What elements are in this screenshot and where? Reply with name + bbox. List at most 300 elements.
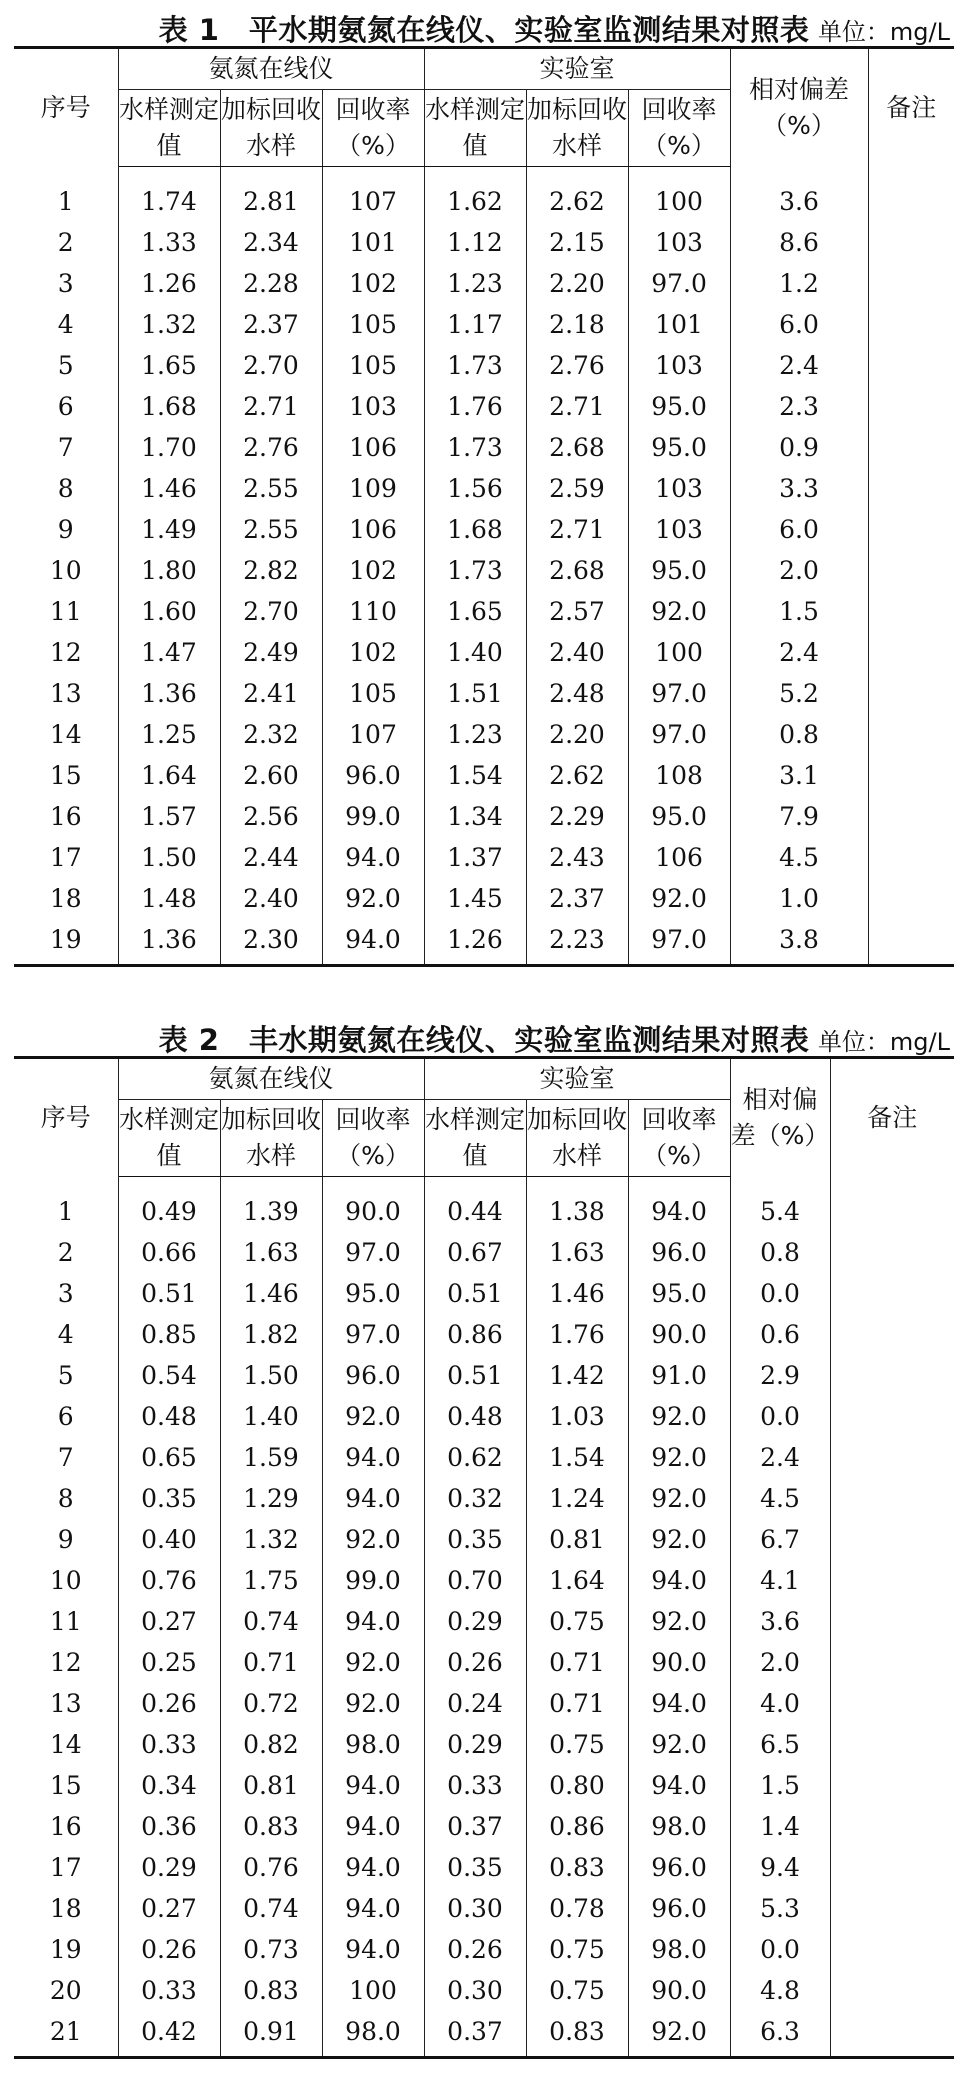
cell-lab-sample: 1.65: [424, 591, 526, 632]
table-row: [14, 1355, 954, 1396]
cell-online-recovery: 94.0: [322, 1478, 424, 1519]
cell-online-recovery: 106: [322, 427, 424, 468]
cell-seq: 5: [14, 1355, 118, 1396]
cell-lab-sample: 1.17: [424, 304, 526, 345]
cell-seq: 7: [14, 1437, 118, 1478]
cell-seq: 5: [14, 345, 118, 386]
cell-online-recovery: 101: [322, 222, 424, 263]
cell-lab-spiked: 2.76: [526, 345, 628, 386]
cell-lab-sample: 0.37: [424, 1806, 526, 1847]
cell-online-sample: 1.60: [118, 591, 220, 632]
cell-online-spiked: 1.82: [220, 1314, 322, 1355]
cell-seq: 3: [14, 1273, 118, 1314]
cell-remarks: [830, 1724, 954, 1765]
cell-lab-spiked: 2.29: [526, 796, 628, 837]
cell-lab-sample: 1.23: [424, 263, 526, 304]
cell-lab-recovery: 95.0: [628, 796, 730, 837]
table-row: [14, 2011, 954, 2058]
cell-deviation: 0.0: [730, 1396, 830, 1437]
table-2: [14, 1010, 954, 2059]
table-row: [14, 1519, 954, 1560]
cell-remarks: [830, 1806, 954, 1847]
cell-remarks: [830, 1601, 954, 1642]
table-row: [14, 796, 954, 837]
cell-online-recovery: 103: [322, 386, 424, 427]
table-row: [14, 509, 954, 550]
cell-online-sample: 0.51: [118, 1273, 220, 1314]
cell-online-sample: 0.49: [118, 1177, 220, 1233]
cell-lab-recovery: 94.0: [628, 1560, 730, 1601]
cell-online-sample: 1.32: [118, 304, 220, 345]
cell-lab-recovery: 103: [628, 222, 730, 263]
cell-online-spiked: 2.28: [220, 263, 322, 304]
cell-remarks: [868, 919, 954, 966]
cell-online-sample: 1.47: [118, 632, 220, 673]
cell-deviation: 2.4: [730, 345, 868, 386]
cell-lab-recovery: 108: [628, 755, 730, 796]
cell-online-recovery: 94.0: [322, 1437, 424, 1478]
cell-online-recovery: 94.0: [322, 1601, 424, 1642]
cell-seq: 13: [14, 673, 118, 714]
cell-lab-sample: 1.45: [424, 878, 526, 919]
cell-seq: 15: [14, 755, 118, 796]
cell-online-spiked: 0.72: [220, 1683, 322, 1724]
cell-deviation: 3.6: [730, 167, 868, 223]
cell-lab-spiked: 1.54: [526, 1437, 628, 1478]
header-online-spiked: 加标回收水样: [220, 1100, 322, 1177]
cell-deviation: 3.8: [730, 919, 868, 966]
cell-deviation: 1.0: [730, 878, 868, 919]
cell-deviation: 2.4: [730, 1437, 830, 1478]
cell-lab-spiked: 2.71: [526, 509, 628, 550]
table-row: [14, 1601, 954, 1642]
cell-lab-spiked: 0.75: [526, 1724, 628, 1765]
cell-lab-sample: 0.29: [424, 1724, 526, 1765]
cell-lab-spiked: 0.83: [526, 1847, 628, 1888]
header-online-recovery: 回收率（%）: [322, 90, 424, 167]
cell-lab-spiked: 2.40: [526, 632, 628, 673]
cell-deviation: 6.7: [730, 1519, 830, 1560]
cell-online-sample: 1.26: [118, 263, 220, 304]
header-remarks: 备注: [830, 1058, 954, 1177]
cell-remarks: [868, 878, 954, 919]
cell-lab-recovery: 103: [628, 509, 730, 550]
cell-seq: 11: [14, 591, 118, 632]
cell-deviation: 2.3: [730, 386, 868, 427]
cell-online-sample: 0.27: [118, 1601, 220, 1642]
cell-remarks: [868, 714, 954, 755]
cell-remarks: [868, 632, 954, 673]
cell-deviation: 1.5: [730, 591, 868, 632]
cell-online-recovery: 92.0: [322, 1683, 424, 1724]
cell-online-recovery: 94.0: [322, 1765, 424, 1806]
cell-lab-sample: 0.26: [424, 1642, 526, 1683]
cell-online-recovery: 98.0: [322, 1724, 424, 1765]
table-row: [14, 222, 954, 263]
table-row: [14, 1929, 954, 1970]
cell-lab-recovery: 103: [628, 345, 730, 386]
cell-seq: 7: [14, 427, 118, 468]
cell-lab-sample: 1.40: [424, 632, 526, 673]
cell-lab-sample: 1.51: [424, 673, 526, 714]
cell-lab-spiked: 2.68: [526, 550, 628, 591]
cell-remarks: [830, 1177, 954, 1233]
cell-online-spiked: 1.50: [220, 1355, 322, 1396]
cell-online-recovery: 96.0: [322, 755, 424, 796]
cell-online-spiked: 2.30: [220, 919, 322, 966]
cell-lab-sample: 0.37: [424, 2011, 526, 2058]
cell-seq: 2: [14, 222, 118, 263]
cell-lab-spiked: 0.83: [526, 2011, 628, 2058]
cell-lab-spiked: 2.20: [526, 263, 628, 304]
cell-lab-sample: 1.68: [424, 509, 526, 550]
cell-online-recovery: 95.0: [322, 1273, 424, 1314]
cell-remarks: [830, 1847, 954, 1888]
cell-seq: 9: [14, 1519, 118, 1560]
cell-deviation: 5.3: [730, 1888, 830, 1929]
cell-deviation: 0.6: [730, 1314, 830, 1355]
cell-lab-recovery: 92.0: [628, 878, 730, 919]
cell-online-recovery: 92.0: [322, 1396, 424, 1437]
cell-online-sample: 1.50: [118, 837, 220, 878]
cell-lab-recovery: 92.0: [628, 1437, 730, 1478]
cell-lab-sample: 1.56: [424, 468, 526, 509]
table-row: [14, 1478, 954, 1519]
cell-online-recovery: 94.0: [322, 1929, 424, 1970]
cell-lab-recovery: 98.0: [628, 1806, 730, 1847]
table-2-grid: [14, 1056, 954, 2059]
cell-deviation: 0.0: [730, 1929, 830, 1970]
cell-seq: 15: [14, 1765, 118, 1806]
header-online-spiked: 加标回收水样: [220, 90, 322, 167]
cell-seq: 14: [14, 714, 118, 755]
table-1-unit: 单位：mg/L: [817, 18, 950, 46]
cell-lab-sample: 0.86: [424, 1314, 526, 1355]
cell-lab-sample: 0.30: [424, 1970, 526, 2011]
cell-lab-sample: 1.12: [424, 222, 526, 263]
cell-lab-sample: 0.44: [424, 1177, 526, 1233]
cell-online-recovery: 90.0: [322, 1177, 424, 1233]
cell-online-spiked: 1.32: [220, 1519, 322, 1560]
cell-deviation: 6.5: [730, 1724, 830, 1765]
cell-online-spiked: 0.81: [220, 1765, 322, 1806]
cell-online-spiked: 0.83: [220, 1970, 322, 2011]
cell-online-recovery: 97.0: [322, 1232, 424, 1273]
cell-online-recovery: 106: [322, 509, 424, 550]
cell-lab-sample: 0.51: [424, 1355, 526, 1396]
table-row: [14, 304, 954, 345]
cell-seq: 14: [14, 1724, 118, 1765]
cell-deviation: 6.0: [730, 509, 868, 550]
cell-remarks: [830, 1683, 954, 1724]
cell-lab-spiked: 1.24: [526, 1478, 628, 1519]
cell-deviation: 2.0: [730, 550, 868, 591]
cell-lab-sample: 0.35: [424, 1519, 526, 1560]
cell-online-sample: 1.49: [118, 509, 220, 550]
cell-deviation: 0.0: [730, 1273, 830, 1314]
table-row: [14, 1683, 954, 1724]
cell-seq: 8: [14, 1478, 118, 1519]
cell-online-spiked: 0.74: [220, 1601, 322, 1642]
cell-lab-sample: 1.73: [424, 345, 526, 386]
cell-lab-spiked: 1.63: [526, 1232, 628, 1273]
cell-deviation: 4.5: [730, 1478, 830, 1519]
cell-lab-recovery: 92.0: [628, 1396, 730, 1437]
cell-seq: 9: [14, 509, 118, 550]
cell-online-sample: 0.25: [118, 1642, 220, 1683]
header-seq: 序号: [14, 48, 118, 167]
cell-online-sample: 0.26: [118, 1929, 220, 1970]
cell-lab-spiked: 0.75: [526, 1970, 628, 2011]
cell-remarks: [830, 1478, 954, 1519]
cell-seq: 17: [14, 1847, 118, 1888]
cell-lab-recovery: 95.0: [628, 550, 730, 591]
cell-online-spiked: 1.29: [220, 1478, 322, 1519]
cell-lab-spiked: 1.38: [526, 1177, 628, 1233]
cell-lab-recovery: 98.0: [628, 1929, 730, 1970]
cell-online-spiked: 2.34: [220, 222, 322, 263]
cell-lab-sample: 0.26: [424, 1929, 526, 1970]
cell-online-sample: 1.57: [118, 796, 220, 837]
cell-online-spiked: 2.70: [220, 345, 322, 386]
cell-lab-sample: 1.73: [424, 550, 526, 591]
table-row: [14, 919, 954, 966]
header-deviation: 相对偏差（%）: [730, 1058, 830, 1177]
cell-remarks: [868, 386, 954, 427]
cell-lab-sample: 0.32: [424, 1478, 526, 1519]
cell-lab-recovery: 94.0: [628, 1683, 730, 1724]
cell-deviation: 5.2: [730, 673, 868, 714]
table-row: [14, 673, 954, 714]
cell-online-recovery: 105: [322, 304, 424, 345]
cell-lab-recovery: 106: [628, 837, 730, 878]
cell-seq: 19: [14, 1929, 118, 1970]
cell-online-recovery: 107: [322, 167, 424, 223]
cell-online-recovery: 99.0: [322, 796, 424, 837]
cell-online-recovery: 110: [322, 591, 424, 632]
cell-online-sample: 0.33: [118, 1970, 220, 2011]
cell-lab-recovery: 95.0: [628, 1273, 730, 1314]
cell-online-recovery: 102: [322, 263, 424, 304]
cell-lab-spiked: 2.59: [526, 468, 628, 509]
cell-lab-spiked: 2.23: [526, 919, 628, 966]
cell-remarks: [868, 591, 954, 632]
table-row: [14, 1724, 954, 1765]
cell-remarks: [830, 1765, 954, 1806]
cell-lab-sample: 0.29: [424, 1601, 526, 1642]
cell-deviation: 4.0: [730, 1683, 830, 1724]
cell-seq: 19: [14, 919, 118, 966]
cell-online-spiked: 1.63: [220, 1232, 322, 1273]
cell-seq: 17: [14, 837, 118, 878]
cell-seq: 16: [14, 1806, 118, 1847]
cell-online-recovery: 109: [322, 468, 424, 509]
cell-online-spiked: 2.37: [220, 304, 322, 345]
cell-seq: 18: [14, 878, 118, 919]
cell-lab-sample: 1.37: [424, 837, 526, 878]
table-row: [14, 591, 954, 632]
cell-remarks: [868, 837, 954, 878]
cell-lab-sample: 0.33: [424, 1765, 526, 1806]
cell-online-sample: 1.46: [118, 468, 220, 509]
cell-online-recovery: 97.0: [322, 1314, 424, 1355]
table-row: [14, 468, 954, 509]
cell-online-sample: 0.48: [118, 1396, 220, 1437]
cell-lab-spiked: 0.71: [526, 1642, 628, 1683]
table-2-header: [14, 1058, 954, 1177]
cell-online-recovery: 107: [322, 714, 424, 755]
cell-lab-recovery: 97.0: [628, 263, 730, 304]
cell-online-recovery: 96.0: [322, 1355, 424, 1396]
table-1-caption: [14, 0, 954, 46]
cell-online-sample: 1.25: [118, 714, 220, 755]
header-lab-recovery: 回收率（%）: [628, 1100, 730, 1177]
cell-lab-recovery: 90.0: [628, 1642, 730, 1683]
table-row: [14, 167, 954, 223]
cell-remarks: [830, 1232, 954, 1273]
cell-deviation: 4.5: [730, 837, 868, 878]
cell-online-sample: 1.80: [118, 550, 220, 591]
cell-online-sample: 1.36: [118, 673, 220, 714]
cell-deviation: 1.5: [730, 1765, 830, 1806]
cell-lab-spiked: 2.37: [526, 878, 628, 919]
cell-online-sample: 1.65: [118, 345, 220, 386]
cell-online-spiked: 2.55: [220, 509, 322, 550]
cell-online-spiked: 2.49: [220, 632, 322, 673]
cell-online-spiked: 1.39: [220, 1177, 322, 1233]
cell-online-sample: 1.33: [118, 222, 220, 263]
table-2-body: [14, 1177, 954, 2058]
cell-deviation: 3.6: [730, 1601, 830, 1642]
cell-deviation: 2.9: [730, 1355, 830, 1396]
header-deviation: 相对偏差（%）: [730, 48, 868, 167]
cell-lab-recovery: 94.0: [628, 1765, 730, 1806]
cell-lab-spiked: 0.75: [526, 1929, 628, 1970]
cell-online-sample: 0.66: [118, 1232, 220, 1273]
table-2-unit: 单位：mg/L: [817, 1028, 950, 1056]
cell-deviation: 0.9: [730, 427, 868, 468]
header-online-recovery: 回收率（%）: [322, 1100, 424, 1177]
cell-remarks: [868, 263, 954, 304]
table-row: [14, 1314, 954, 1355]
table-row: [14, 1177, 954, 1233]
cell-lab-recovery: 92.0: [628, 1478, 730, 1519]
table-row: [14, 878, 954, 919]
cell-online-recovery: 92.0: [322, 1519, 424, 1560]
header-online-sample: 水样测定值: [118, 90, 220, 167]
table-1-header: [14, 48, 954, 167]
cell-online-recovery: 102: [322, 550, 424, 591]
cell-lab-spiked: 0.75: [526, 1601, 628, 1642]
table-row: [14, 1273, 954, 1314]
table-row: [14, 345, 954, 386]
table-row: [14, 1642, 954, 1683]
cell-lab-spiked: 2.68: [526, 427, 628, 468]
table-row: [14, 755, 954, 796]
cell-remarks: [830, 1437, 954, 1478]
cell-lab-recovery: 96.0: [628, 1232, 730, 1273]
cell-online-sample: 0.65: [118, 1437, 220, 1478]
cell-lab-spiked: 0.86: [526, 1806, 628, 1847]
table-1-body: [14, 167, 954, 966]
table-row: [14, 1396, 954, 1437]
table-row: [14, 1232, 954, 1273]
cell-lab-spiked: 0.71: [526, 1683, 628, 1724]
cell-online-spiked: 2.44: [220, 837, 322, 878]
cell-lab-spiked: 0.78: [526, 1888, 628, 1929]
cell-seq: 21: [14, 2011, 118, 2058]
header-online-group: 氨氮在线仪: [118, 1058, 424, 1100]
cell-deviation: 9.4: [730, 1847, 830, 1888]
cell-online-recovery: 105: [322, 345, 424, 386]
table-1-title: 表 1 平水期氨氮在线仪、实验室监测结果对照表: [158, 13, 810, 47]
cell-remarks: [830, 1355, 954, 1396]
cell-seq: 6: [14, 1396, 118, 1437]
cell-deviation: 0.8: [730, 1232, 830, 1273]
cell-online-spiked: 1.59: [220, 1437, 322, 1478]
cell-lab-recovery: 97.0: [628, 673, 730, 714]
cell-lab-recovery: 90.0: [628, 1314, 730, 1355]
cell-online-spiked: 1.75: [220, 1560, 322, 1601]
cell-online-spiked: 2.81: [220, 167, 322, 223]
table-row: [14, 632, 954, 673]
cell-online-spiked: 0.71: [220, 1642, 322, 1683]
cell-lab-recovery: 97.0: [628, 714, 730, 755]
cell-remarks: [868, 304, 954, 345]
cell-remarks: [868, 468, 954, 509]
cell-lab-sample: 0.48: [424, 1396, 526, 1437]
cell-seq: 4: [14, 1314, 118, 1355]
cell-online-sample: 0.35: [118, 1478, 220, 1519]
table-row: [14, 550, 954, 591]
table-1-grid: [14, 46, 954, 967]
header-online-sample: 水样测定值: [118, 1100, 220, 1177]
table-row: [14, 386, 954, 427]
cell-online-recovery: 99.0: [322, 1560, 424, 1601]
cell-online-recovery: 105: [322, 673, 424, 714]
cell-online-sample: 0.54: [118, 1355, 220, 1396]
cell-lab-sample: 0.70: [424, 1560, 526, 1601]
cell-lab-recovery: 92.0: [628, 1724, 730, 1765]
cell-seq: 10: [14, 550, 118, 591]
cell-remarks: [868, 673, 954, 714]
cell-online-sample: 1.48: [118, 878, 220, 919]
header-seq: 序号: [14, 1058, 118, 1177]
header-lab-sample: 水样测定值: [424, 1100, 526, 1177]
cell-lab-sample: 1.54: [424, 755, 526, 796]
cell-online-spiked: 0.83: [220, 1806, 322, 1847]
cell-online-spiked: 2.55: [220, 468, 322, 509]
cell-lab-spiked: 1.42: [526, 1355, 628, 1396]
cell-online-recovery: 92.0: [322, 1642, 424, 1683]
cell-lab-spiked: 0.80: [526, 1765, 628, 1806]
table-row: [14, 1765, 954, 1806]
cell-lab-recovery: 92.0: [628, 1601, 730, 1642]
cell-online-sample: 0.85: [118, 1314, 220, 1355]
table-row: [14, 263, 954, 304]
cell-deviation: 3.3: [730, 468, 868, 509]
cell-lab-recovery: 103: [628, 468, 730, 509]
table-row: [14, 714, 954, 755]
cell-online-sample: 1.64: [118, 755, 220, 796]
cell-online-spiked: 0.82: [220, 1724, 322, 1765]
cell-lab-recovery: 90.0: [628, 1970, 730, 2011]
cell-seq: 1: [14, 1177, 118, 1233]
cell-online-spiked: 0.73: [220, 1929, 322, 1970]
cell-remarks: [830, 1396, 954, 1437]
cell-lab-spiked: 2.71: [526, 386, 628, 427]
cell-lab-spiked: 0.81: [526, 1519, 628, 1560]
